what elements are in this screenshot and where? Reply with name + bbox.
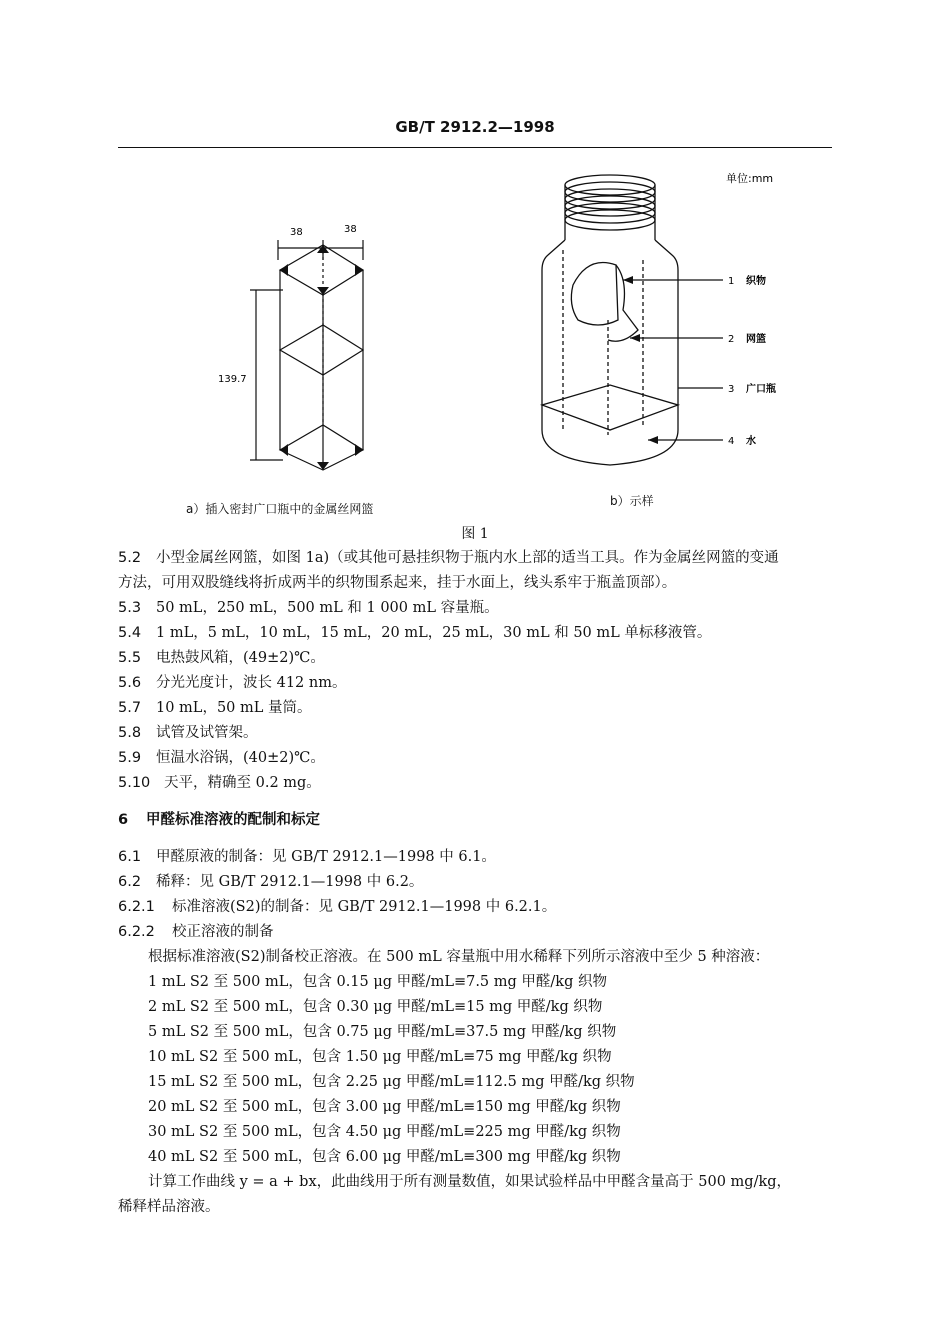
solution-line-8: 40 mL S2 至 500 mL，包含 6.00 μg 甲醛/mL≡300 mg 甲醛/kg 织物	[148, 1149, 621, 1165]
item-5-2: 5.2 小型金属丝网篮，如图 1a)（或其他可悬挂织物于瓶内水上部的适当工具。作为金属丝网篮的变通	[118, 550, 779, 566]
dim-width-2: 38	[344, 224, 357, 235]
item-5-5: 5.5 电热鼓风箱，(49±2)℃。	[118, 650, 325, 666]
label-1-num: 1	[728, 276, 735, 287]
item-5-4: 5.4 1 mL，5 mL，10 mL，15 mL，20 mL，25 mL，30 mL 和 50 mL 单标移液管。	[118, 625, 712, 641]
item-6-2: 6.2 稀释：见 GB/T 2912.1—1998 中 6.2。	[118, 874, 424, 890]
solution-line-2: 2 mL S2 至 500 mL，包含 0.30 μg 甲醛/mL≡15 mg 甲醛/kg 织物	[148, 999, 603, 1015]
intro-paragraph: 根据标准溶液(S2)制备校正溶液。在 500 mL 容量瓶中用水稀释下列所示溶液中至少 5 种溶液：	[148, 949, 770, 965]
item-5-7: 5.7 10 mL，50 mL 量筒。	[118, 700, 312, 716]
solution-line-3: 5 mL S2 至 500 mL，包含 0.75 μg 甲醛/mL≡37.5 mg 甲醛/kg 织物	[148, 1024, 617, 1040]
item-5-6: 5.6 分光光度计，波长 412 nm。	[118, 675, 347, 691]
jar-drawing	[542, 175, 723, 465]
label-3-text: 广口瓶	[746, 384, 776, 395]
closing-line-2: 稀释样品溶液。	[118, 1199, 220, 1215]
page-header: GB/T 2912.2—1998	[395, 118, 555, 136]
item-6-2-2: 6.2.2 校正溶液的制备	[118, 924, 274, 940]
solution-line-6: 20 mL S2 至 500 mL，包含 3.00 μg 甲醛/mL≡150 mg 甲醛/kg 织物	[148, 1099, 621, 1115]
solution-line-5: 15 mL S2 至 500 mL，包含 2.25 μg 甲醛/mL≡112.5 mg 甲醛/kg 织物	[148, 1074, 635, 1090]
closing-line-1: 计算工作曲线 y = a + bx，此曲线用于所有测量数值，如果试验样品中甲醛含量高于 500 mg/kg，	[148, 1174, 792, 1190]
caption-a: a）插入密封广口瓶中的金属丝网篮	[186, 502, 374, 516]
item-6-2-1: 6.2.1 标准溶液(S2)的制备：见 GB/T 2912.1—1998 中 6.2.1。	[118, 899, 557, 915]
item-5-10: 5.10 天平，精确至 0.2 mg。	[118, 775, 321, 791]
label-3-num: 3	[728, 384, 735, 395]
label-2-text: 网篮	[746, 334, 766, 345]
solution-line-7: 30 mL S2 至 500 mL，包含 4.50 μg 甲醛/mL≡225 mg 甲醛/kg 织物	[148, 1124, 621, 1140]
caption-b: b）示样	[610, 494, 654, 508]
item-5-9: 5.9 恒温水浴锅，(40±2)℃。	[118, 750, 325, 766]
item-5-2-cont: 方法，可用双股缝线将折成两半的织物围系起来，挂于水面上，线头系牢于瓶盖顶部）。	[118, 575, 677, 591]
label-1-text: 织物	[746, 276, 766, 287]
unit-label: 单位:mm	[726, 172, 774, 185]
figure-title: 图 1	[461, 526, 489, 542]
item-5-3: 5.3 50 mL，250 mL，500 mL 和 1 000 mL 容量瓶。	[118, 600, 499, 616]
item-5-8: 5.8 试管及试管架。	[118, 725, 258, 741]
item-6-1: 6.1 甲醛原液的制备：见 GB/T 2912.1—1998 中 6.1。	[118, 849, 496, 865]
figure-1	[118, 160, 832, 520]
section-6-heading: 6 甲醛标准溶液的配制和标定	[118, 811, 320, 828]
solution-line-4: 10 mL S2 至 500 mL，包含 1.50 μg 甲醛/mL≡75 mg 甲醛/kg 织物	[148, 1049, 612, 1065]
label-2-num: 2	[728, 334, 735, 345]
header-rule	[118, 147, 832, 148]
solution-line-1: 1 mL S2 至 500 mL，包含 0.15 μg 甲醛/mL≡7.5 mg 甲醛/kg 织物	[148, 974, 607, 990]
wire-basket-drawing	[250, 240, 363, 470]
dim-width-1: 38	[290, 227, 303, 238]
label-4-text: 水	[746, 436, 756, 447]
label-4-num: 4	[728, 436, 735, 447]
dim-height: 139.7	[218, 374, 247, 385]
